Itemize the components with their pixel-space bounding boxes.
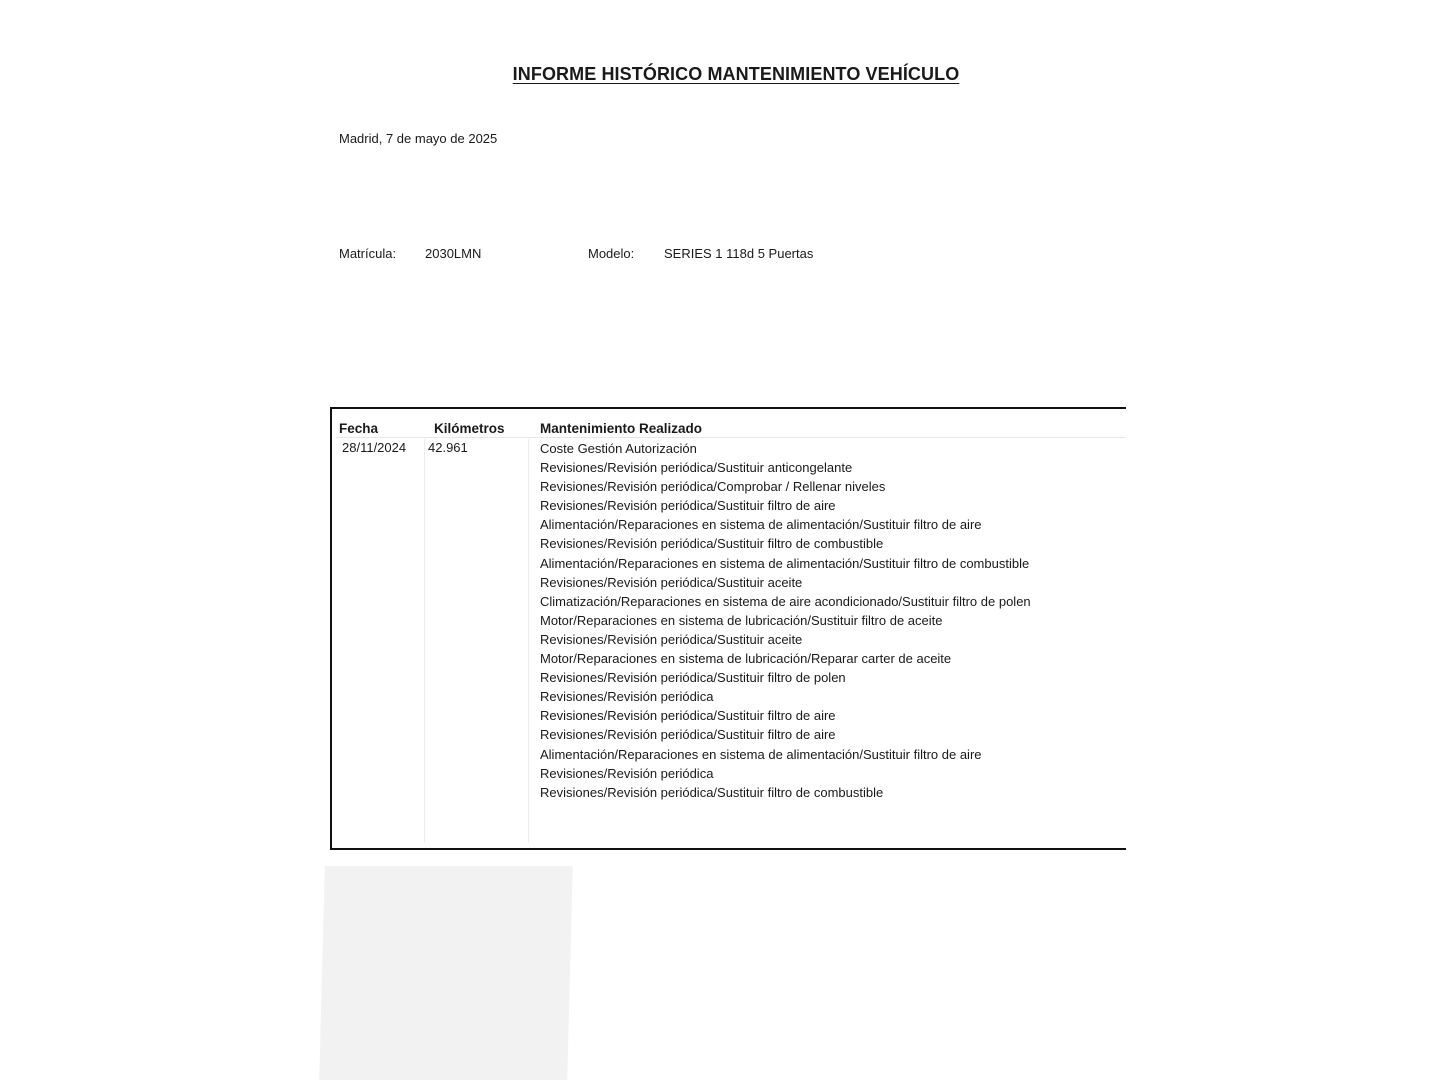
plate-label: Matrícula: bbox=[339, 246, 397, 261]
maintenance-items-list bbox=[540, 439, 1060, 802]
model-label: Modelo: bbox=[588, 246, 635, 261]
maintenance-item: Revisiones/Revisión periódica/Sustituir filtro de combustible bbox=[540, 784, 884, 800]
plate-value: 2030LMN bbox=[425, 246, 482, 261]
stamp-placeholder bbox=[319, 866, 573, 1080]
maintenance-item: Revisiones/Revisión periódica/Sustituir filtro de aire bbox=[540, 727, 836, 743]
header-divider bbox=[336, 437, 1126, 438]
model-value: SERIES 1 118d 5 Puertas bbox=[664, 246, 814, 261]
document-title: INFORME HISTÓRICO MANTENIMIENTO VEHÍCULO bbox=[512, 64, 960, 84]
maintenance-item: Revisiones/Revisión periódica bbox=[540, 765, 714, 781]
maintenance-item: Alimentación/Reparaciones en sistema de alimentación/Sustituir filtro de aire bbox=[540, 517, 982, 533]
entry-km: 42.961 bbox=[428, 440, 468, 455]
column-header-maintenance: Mantenimiento Realizado bbox=[540, 421, 703, 436]
column-divider bbox=[528, 439, 529, 842]
maintenance-item: Revisiones/Revisión periódica/Sustituir filtro de aire bbox=[540, 708, 836, 724]
maintenance-item: Motor/Reparaciones en sistema de lubricación/Reparar carter de aceite bbox=[540, 651, 952, 667]
maintenance-item: Climatización/Reparaciones en sistema de aire acondicionado/Sustituir filtro de polen bbox=[540, 593, 1031, 609]
maintenance-item: Revisiones/Revisión periódica/Sustituir filtro de combustible bbox=[540, 536, 884, 552]
maintenance-item: Alimentación/Reparaciones en sistema de alimentación/Sustituir filtro de aire bbox=[540, 746, 982, 762]
column-header-date: Fecha bbox=[339, 421, 379, 436]
entry-date: 28/11/2024 bbox=[342, 440, 407, 455]
column-divider bbox=[424, 439, 425, 842]
maintenance-item: Revisiones/Revisión periódica/Sustituir anticongelante bbox=[540, 460, 853, 476]
maintenance-item: Coste Gestión Autorización bbox=[540, 441, 697, 456]
maintenance-item: Revisiones/Revisión periódica/Sustituir aceite bbox=[540, 574, 803, 590]
maintenance-item: Alimentación/Reparaciones en sistema de alimentación/Sustituir filtro de combustible bbox=[540, 555, 1030, 571]
maintenance-item: Revisiones/Revisión periódica/Sustituir filtro de polen bbox=[540, 670, 846, 686]
maintenance-table bbox=[330, 407, 1126, 850]
maintenance-item: Revisiones/Revisión periódica bbox=[540, 689, 714, 705]
place-date: Madrid, 7 de mayo de 2025 bbox=[339, 131, 498, 146]
maintenance-item: Revisiones/Revisión periódica/Comprobar / Rellenar niveles bbox=[540, 479, 886, 495]
column-header-km: Kilómetros bbox=[434, 421, 505, 436]
maintenance-item: Motor/Reparaciones en sistema de lubricación/Sustituir filtro de aceite bbox=[540, 612, 943, 628]
maintenance-item: Revisiones/Revisión periódica/Sustituir aceite bbox=[540, 631, 803, 647]
maintenance-item: Revisiones/Revisión periódica/Sustituir filtro de aire bbox=[540, 498, 836, 514]
